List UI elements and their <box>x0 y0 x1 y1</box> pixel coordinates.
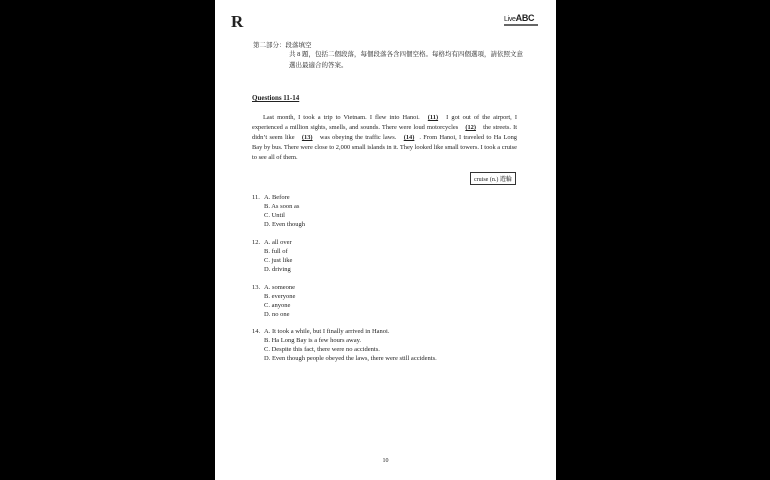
option-d: D. Even though <box>264 221 305 228</box>
option-c: C. Until <box>264 212 285 219</box>
page-number: 10 <box>382 458 389 464</box>
section-title: 第二部分：段落填空 <box>253 42 312 49</box>
blank-14: (14) <box>403 134 415 141</box>
option-a: A. all over <box>264 239 292 246</box>
questions-title: Questions 11-14 <box>252 94 300 102</box>
document-page <box>215 0 556 480</box>
reading-passage <box>252 113 517 163</box>
option-b: B. full of <box>264 248 288 255</box>
option-d: D. Even though people obeyed the laws, there were still accidents. <box>264 355 437 362</box>
option-d: D. no one <box>264 311 290 318</box>
question-12 <box>252 238 292 274</box>
question-number: 14. <box>252 328 261 335</box>
logo-abc-text: ABC <box>515 13 535 23</box>
passage-text: was obeying the traffic laws. <box>319 134 397 141</box>
section-letter: R <box>231 12 244 31</box>
question-number: 11. <box>252 194 260 201</box>
option-c: C. anyone <box>264 302 291 309</box>
blank-13: (13) <box>301 134 313 141</box>
option-a: A. someone <box>264 284 296 291</box>
option-b: B. As soon as <box>264 203 300 210</box>
option-c: C. just like <box>264 257 293 264</box>
passage-text: . From Hanoi, I traveled to Ha Long Bay by bus. There were close to 2,000 small islands in it. They looked like small towers. I took a cruise to see all of them. <box>252 134 518 161</box>
blank-12: (12) <box>465 124 476 131</box>
passage-text: the streets. It didn’t seem like <box>252 124 517 141</box>
section-instructions: 共 8 題，包括二個段落，每個段落各含四個空格。每格均有四個選項，請依照文意選出最適合的答案。 <box>289 51 523 69</box>
logo-tagline-bar <box>504 24 538 26</box>
option-c: C. Despite this fact, there were no accidents. <box>264 346 380 353</box>
option-a: A. Before <box>264 194 290 201</box>
option-d: D. driving <box>264 266 291 273</box>
option-a: A. It took a while, but I finally arrived in Hanoi. <box>264 328 390 335</box>
question-14 <box>252 327 437 363</box>
logo-live-text: Live <box>504 16 516 23</box>
passage-text: I got out of the airport, I experienced a million sights, smells, and sounds. There were loud motorcycles <box>252 114 517 131</box>
option-b: B. Ha Long Bay is a few hours away. <box>264 337 362 344</box>
question-11 <box>252 193 305 229</box>
liveabc-logo <box>504 12 538 28</box>
option-b: B. everyone <box>264 293 296 300</box>
question-13 <box>252 283 295 319</box>
question-number: 12. <box>252 239 261 246</box>
question-number: 13. <box>252 284 261 291</box>
blank-11: (11) <box>427 114 439 121</box>
passage-text: Last month, I took a trip to Vietnam. I flew into Hanoi. <box>263 114 420 121</box>
vocabulary-gloss-box: cruise (n.) 遊輪 <box>470 172 516 185</box>
